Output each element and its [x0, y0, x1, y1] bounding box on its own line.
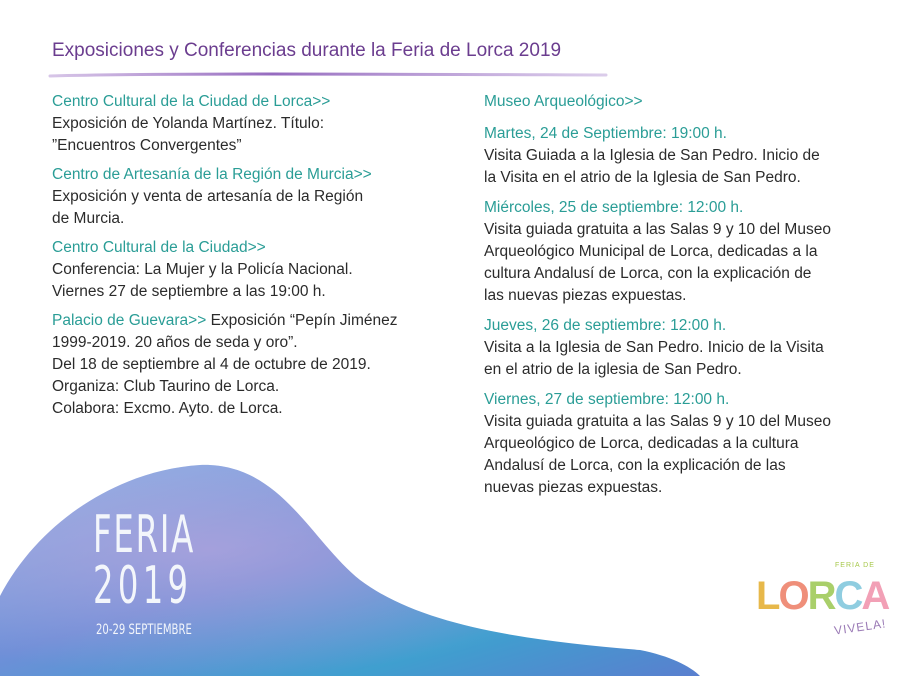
logo-letter: C	[834, 574, 862, 618]
text-line	[52, 164, 472, 186]
logo-letter: O	[778, 574, 808, 618]
highlight-text: Centro Cultural de la Ciudad de Lorca>>	[52, 93, 331, 110]
text-line	[484, 123, 902, 145]
text-line	[484, 337, 902, 359]
text-line	[52, 281, 472, 303]
body-text: Visita a la Iglesia de San Pedro. Inicio de la Visita	[484, 339, 824, 356]
lorca-logo-small-text: FERIA DE	[835, 562, 875, 569]
body-text: nuevas piezas expuestas.	[484, 479, 663, 496]
text-line	[52, 310, 472, 332]
text-line	[484, 145, 902, 167]
body-text: Andalusí de Lorca, con la explicación de las	[484, 457, 786, 474]
body-text: ”Encuentros Convergentes”	[52, 137, 242, 154]
text-line	[484, 197, 902, 219]
highlight-text: Viernes, 27 de septiembre: 12:00 h.	[484, 391, 730, 408]
text-line	[484, 455, 902, 477]
highlight-text: Miércoles, 25 de septiembre: 12:00 h.	[484, 199, 744, 216]
body-text: Arqueológico de Lorca, dedicadas a la cultura	[484, 435, 799, 452]
right-column	[484, 91, 902, 507]
body-text: Viernes 27 de septiembre a las 19:00 h.	[52, 283, 326, 300]
logo-letter: R	[807, 574, 835, 618]
text-line	[52, 186, 472, 208]
body-text: la Visita en el atrio de la Iglesia de San Pedro.	[484, 169, 801, 186]
event-block	[484, 197, 902, 307]
text-line	[52, 354, 472, 376]
event-block	[484, 91, 902, 113]
body-text: Arqueológico Municipal de Lorca, dedicadas a la	[484, 243, 818, 260]
text-line	[52, 332, 472, 354]
text-line	[484, 433, 902, 455]
event-block	[52, 310, 472, 420]
text-line	[52, 398, 472, 420]
left-column	[52, 91, 472, 427]
text-line	[484, 411, 902, 433]
text-line	[484, 389, 902, 411]
body-text: Visita guiada gratuita a las Salas 9 y 10 del Museo	[484, 413, 831, 430]
feria-year: 2019	[93, 556, 193, 616]
event-block	[52, 164, 472, 230]
body-text: las nuevas piezas expuestas.	[484, 287, 687, 304]
body-text: Visita guiada gratuita a las Salas 9 y 10 del Museo	[484, 221, 831, 238]
text-line	[484, 219, 902, 241]
body-text: en el atrio de la iglesia de San Pedro.	[484, 361, 742, 378]
text-line	[52, 135, 472, 157]
text-line	[484, 359, 902, 381]
text-line	[484, 263, 902, 285]
text-line	[484, 315, 902, 337]
lorca-logo-tagline: VIVELA!	[833, 616, 888, 638]
logo-letter: A	[861, 574, 889, 618]
body-text: de Murcia.	[52, 210, 125, 227]
text-line	[52, 208, 472, 230]
highlight-text: Martes, 24 de Septiembre: 19:00 h.	[484, 125, 727, 142]
text-line	[484, 91, 902, 113]
body-text: Exposición y venta de artesanía de la Región	[52, 188, 364, 205]
event-block	[52, 91, 472, 157]
text-line	[52, 376, 472, 398]
body-text: Exposición de Yolanda Martínez. Título:	[52, 115, 324, 132]
page-title: Exposiciones y Conferencias durante la Feria de Lorca 2019	[52, 40, 562, 61]
body-text: 1999-2019. 20 años de seda y oro”.	[52, 334, 298, 351]
logo-letter: L	[756, 574, 779, 618]
text-line	[52, 259, 472, 281]
text-line	[52, 237, 472, 259]
highlight-text: Centro Cultural de la Ciudad>>	[52, 239, 266, 256]
event-block	[484, 123, 902, 189]
event-block	[52, 237, 472, 303]
body-text: Organiza: Club Taurino de Lorca.	[52, 378, 280, 395]
text-line	[52, 91, 472, 113]
text-line	[52, 113, 472, 135]
highlight-text: Centro de Artesanía de la Región de Murcia>>	[52, 166, 372, 183]
feria-word: FERIA	[93, 505, 196, 565]
event-block	[484, 389, 902, 499]
text-line	[484, 285, 902, 307]
highlight-text: Palacio de Guevara>>	[52, 312, 211, 329]
text-line	[484, 167, 902, 189]
body-text: Del 18 de septiembre al 4 de octubre de 2019.	[52, 356, 371, 373]
highlight-text: Museo Arqueológico>>	[484, 93, 643, 110]
text-line	[484, 241, 902, 263]
lorca-logo	[756, 574, 888, 619]
text-line	[484, 477, 902, 499]
feria-dates: 20-29 SEPTIEMBRE	[96, 622, 192, 638]
body-text: Conferencia: La Mujer y la Policía Nacional.	[52, 261, 353, 278]
event-block	[484, 315, 902, 381]
body-text: Visita Guiada a la Iglesia de San Pedro. Inicio de	[484, 147, 820, 164]
body-text: Colabora: Excmo. Ayto. de Lorca.	[52, 400, 283, 417]
title-underline	[48, 70, 608, 82]
body-text: Exposición “Pepín Jiménez	[210, 312, 398, 329]
body-text: cultura Andalusí de Lorca, con la explicación de	[484, 265, 812, 282]
highlight-text: Jueves, 26 de septiembre: 12:00 h.	[484, 317, 727, 334]
